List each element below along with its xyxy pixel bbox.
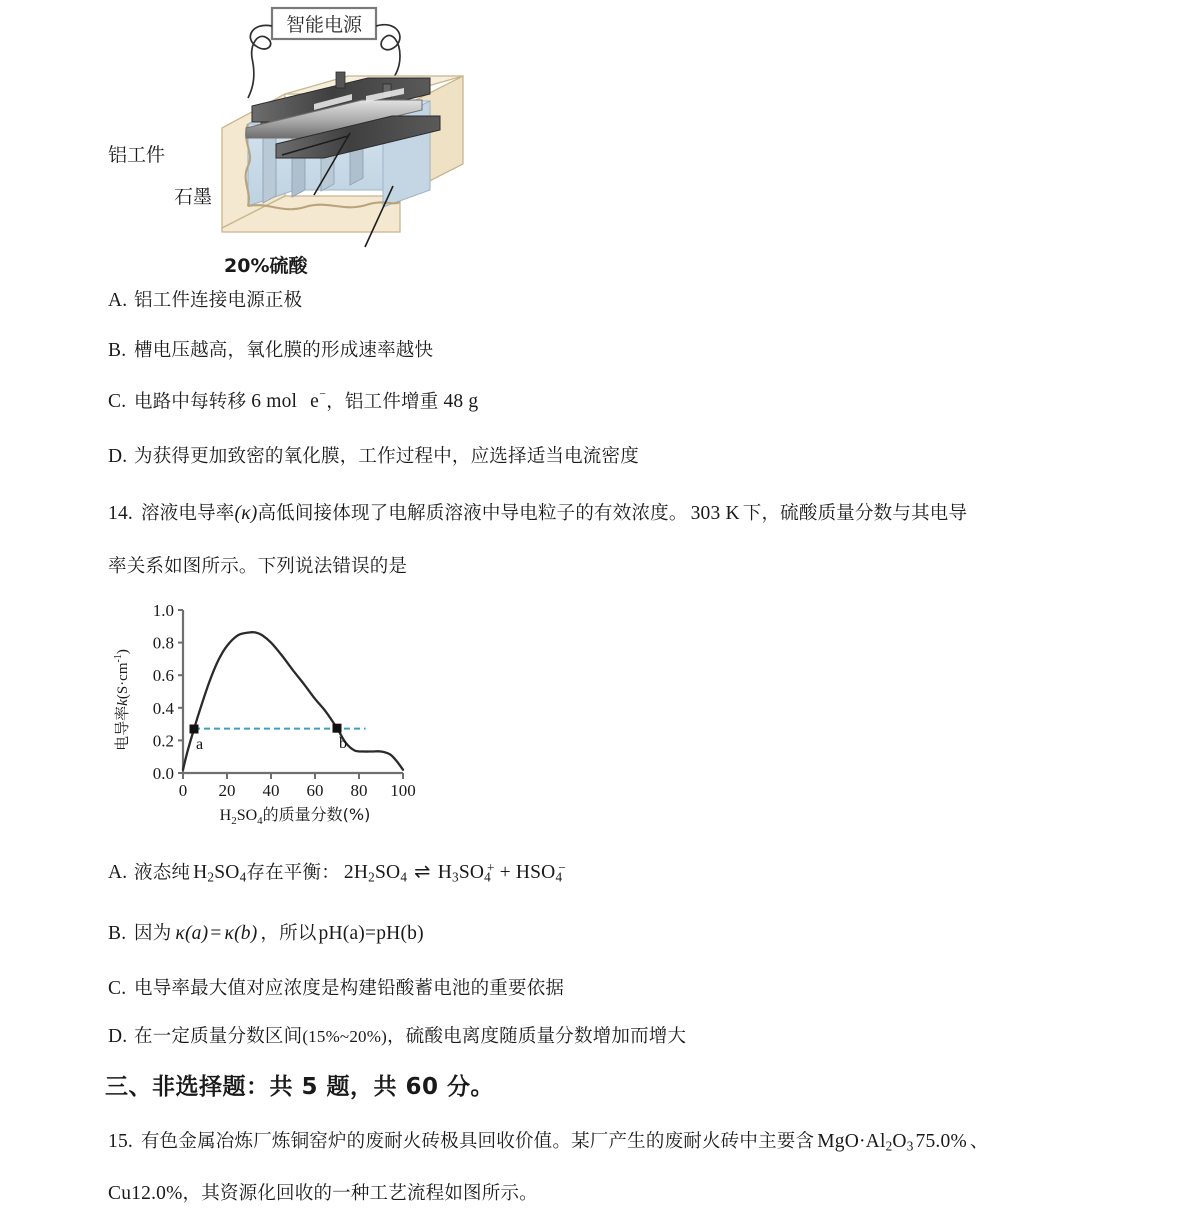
q14-option-a-equation: $2H_2SO_4$ ⇌ $H_3SO_4^+ + HSO_4^-$ bbox=[343, 860, 566, 886]
q14-option-c-letter: C. bbox=[108, 978, 127, 999]
q13-option-c-amount: 6 mol bbox=[251, 391, 298, 413]
x-tick-label: 0 bbox=[178, 781, 188, 800]
y-tick-label: 0.6 bbox=[152, 666, 174, 686]
chart-y-tick-labels bbox=[153, 601, 175, 783]
q14-option-b-eq2: = bbox=[365, 923, 377, 944]
q13-option-b bbox=[108, 337, 433, 365]
q14-option-c bbox=[108, 975, 564, 1003]
q14-option-a-pre: 液态纯 bbox=[134, 862, 191, 884]
y-tick-label: 0.0 bbox=[152, 764, 174, 783]
q15-number: 15. bbox=[108, 1131, 133, 1152]
conductivity-curve bbox=[183, 632, 403, 770]
q14-option-b-letter: B. bbox=[108, 923, 127, 944]
anodizing-cell-figure bbox=[100, 0, 530, 285]
y-tick-label: 0.2 bbox=[152, 731, 174, 751]
q13-option-a-text: 铝工件连接电源正极 bbox=[134, 290, 303, 311]
chart-axes bbox=[183, 610, 403, 773]
callout-label-aluminium-workpiece: 铝工件 bbox=[108, 144, 166, 166]
q14-temperature: 303 K bbox=[690, 503, 740, 524]
q14-stem-mid: 高低间接体现了电解质溶液中导电粒子的有效浓度。 bbox=[257, 503, 688, 524]
q14-stem-post: 下，硫酸质量分数与其电导 bbox=[742, 503, 968, 524]
q14-option-b-eq1: = bbox=[210, 923, 222, 944]
q14-number: 14. bbox=[108, 503, 133, 524]
chart-point-a bbox=[190, 724, 199, 733]
q14-option-d-range: (15%~20%) bbox=[302, 1027, 387, 1046]
q15-line1 bbox=[108, 1128, 989, 1156]
power-supply-box bbox=[272, 8, 376, 39]
q14-option-d-post: ，硫酸电离度随质量分数增加而增大 bbox=[386, 1026, 687, 1047]
q14-option-b-pre: 因为 bbox=[134, 923, 172, 944]
q13-option-b-text: 槽电压越高，氧化膜的形成速率越快 bbox=[134, 340, 434, 361]
q14-option-b-ph-a: pH(a) bbox=[318, 923, 366, 944]
y-tick-label: 1.0 bbox=[152, 601, 174, 620]
q13-option-a bbox=[108, 287, 302, 315]
x-tick-label: 40 bbox=[262, 781, 280, 800]
q13-option-d-letter: D. bbox=[108, 446, 128, 467]
q13-option-c-mass: 48 g bbox=[443, 391, 479, 413]
q14-option-d bbox=[108, 1023, 686, 1051]
q14-option-c-text: 电导率最大值对应浓度是构建铅酸蓄电池的重要依据 bbox=[134, 978, 565, 999]
q14-stem-pre: 溶液电导率 bbox=[140, 503, 235, 524]
q13-option-c-text-pre: 电路中每转移 bbox=[134, 391, 247, 413]
callout-label-sulfuric-acid: 20%硫酸 bbox=[224, 255, 308, 277]
q13-option-b-letter: B. bbox=[108, 340, 127, 361]
q14-option-b bbox=[108, 920, 424, 948]
q14-option-a bbox=[108, 858, 566, 888]
q14-option-a-mid: 存在平衡： bbox=[246, 862, 340, 884]
x-tick-label: 80 bbox=[350, 781, 368, 800]
chart-point-label-a: a bbox=[196, 735, 204, 753]
q14-kappa: (κ) bbox=[234, 503, 258, 524]
q15-line2-post: ，其资源化回收的一种工艺流程如图所示。 bbox=[182, 1183, 538, 1204]
q13-option-c-text-mid: ，铝工件增重 bbox=[326, 391, 439, 413]
chart-x-axis-label: $H_2SO_4$的质量分数(%) bbox=[219, 805, 371, 827]
q14-option-a-letter: A. bbox=[108, 862, 128, 884]
q14-option-a-f1: $H_2SO_4$ bbox=[193, 862, 247, 886]
y-tick-label: 0.8 bbox=[152, 633, 174, 653]
q14-option-d-pre: 在一定质量分数区间 bbox=[134, 1026, 303, 1047]
x-tick-label: 100 bbox=[390, 781, 416, 800]
q15-line1-post: 、 bbox=[969, 1131, 989, 1152]
q13-option-d-text: 为获得更加致密的氧化膜，工作过程中，应选择适当电流密度 bbox=[134, 446, 639, 467]
x-tick-label: 60 bbox=[306, 781, 324, 800]
svg-text:电导率k(S·cm-1): 电导率$k(S\cdot cm^{-1})$ bbox=[113, 649, 131, 751]
q14-option-b-kappa-a: κ(a) bbox=[175, 923, 209, 944]
q14-stem-line1 bbox=[108, 500, 967, 528]
callout-label-graphite: 石墨 bbox=[174, 186, 213, 208]
q14-option-d-letter: D. bbox=[108, 1026, 128, 1047]
section-3-heading: 三、非选择题：共 5 题，共 60 分。 bbox=[105, 1074, 495, 1100]
q13-option-c-letter: C. bbox=[108, 391, 127, 413]
q14-option-b-kappa-b: κ(b) bbox=[224, 923, 258, 944]
q14-stem-line2-text: 率关系如图所示。下列说法错误的是 bbox=[108, 556, 408, 577]
q14-stem-line2 bbox=[108, 553, 407, 581]
conductivity-chart-figure bbox=[105, 600, 425, 832]
q13-option-a-letter: A. bbox=[108, 290, 128, 311]
chart-y-axis-label bbox=[113, 649, 131, 751]
q15-line1-pre: 有色金属冶炼厂炼铜窑炉的废耐火砖极具回收价值。某厂产生的废耐火砖中主要含 bbox=[140, 1131, 815, 1152]
q13-option-c-species: e⁻ bbox=[310, 389, 327, 413]
chart-point-b bbox=[333, 724, 342, 733]
q13-option-c bbox=[108, 387, 478, 417]
q14-option-b-mid: ，所以 bbox=[260, 923, 317, 944]
q15-formula-cu: Cu12.0% bbox=[108, 1183, 183, 1204]
y-tick-label: 0.4 bbox=[152, 698, 174, 718]
q15-formula-mgo-al2o3: $MgO\cdot Al_2O_3$ 75.0% bbox=[817, 1131, 967, 1154]
chart-point-label-b: b bbox=[339, 735, 347, 753]
q15-line2 bbox=[108, 1180, 538, 1208]
power-supply-label: 智能电源 bbox=[285, 14, 363, 36]
x-tick-label: 20 bbox=[218, 781, 236, 800]
chart-x-tick-labels bbox=[179, 781, 416, 800]
q14-option-b-ph-b: pH(b) bbox=[376, 923, 424, 944]
q13-option-d bbox=[108, 443, 639, 471]
